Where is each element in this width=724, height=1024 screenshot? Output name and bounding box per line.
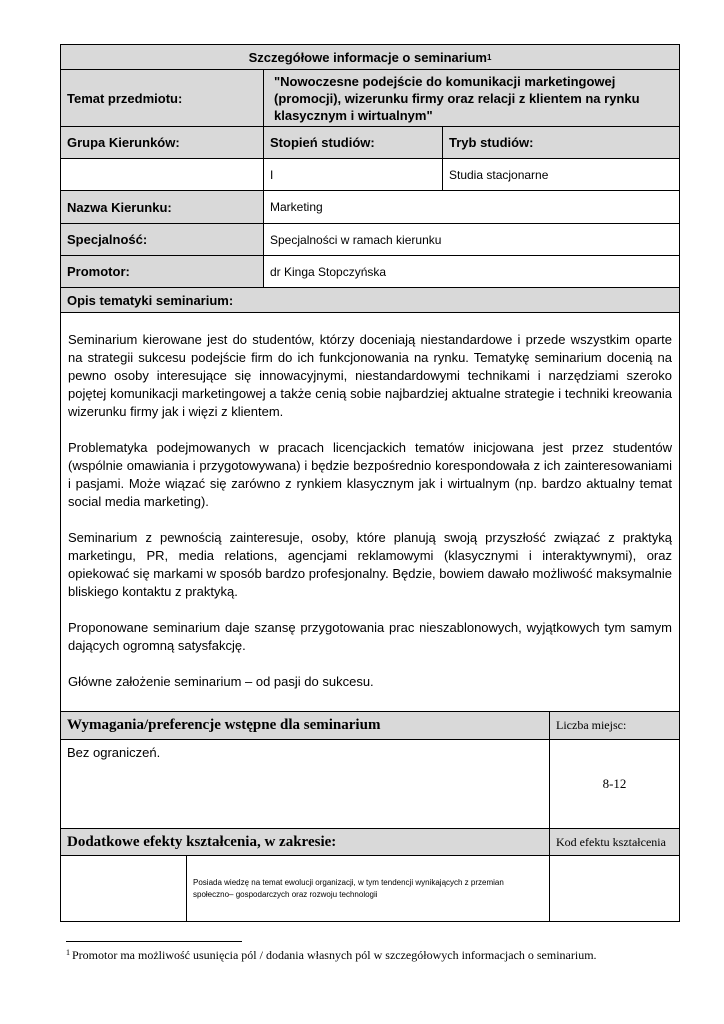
description-label: Opis tematyki seminarium:: [67, 292, 234, 308]
description-paragraph: Seminarium kierowane jest do studentów, którzy doceniają niestandardowe i przede wszystkim oparte na strategii sukcesu podejście firm do ich funkcjonowania na rynku. Tematykę seminarium docenią na pewno osoby interesujące się innowacyjnymi, niestandardowymi technikami i narzędziami szeroko pojętej komunikacji marketingowej a także cenią sobie najbardziej aktualne strategie i techniki kreowania wizerunku firmy jak i więzi z klientem.: [68, 332, 672, 419]
outcomes-header-row: [60, 829, 680, 856]
outcome-code: [550, 856, 679, 921]
description-text: [61, 313, 679, 711]
places-label: Liczba miejsc:: [556, 718, 627, 732]
topic-label: Temat przedmiotu:: [61, 70, 264, 126]
footnote-separator: [66, 941, 242, 942]
places-value: 8-12: [602, 776, 627, 791]
description-header-row: [60, 288, 680, 313]
mode-label: Tryb studiów:: [449, 135, 534, 150]
promoter-label: Promotor:: [61, 256, 264, 287]
promoter-row: [60, 256, 680, 288]
group-value: [61, 159, 264, 190]
mode-value: Studia stacjonarne: [449, 167, 549, 182]
specialty-row: [60, 224, 680, 256]
specialty-label: Specjalność:: [61, 224, 264, 255]
outcome-code-label: Kod efektu kształcenia: [556, 834, 666, 849]
topic-value: "Nowoczesne podejście do komunikacji marketingowej (promocji), wizerunku firmy oraz relacji z klientem na rynku klasycznym i wirtualnym": [264, 70, 679, 126]
requirements-body-row: [60, 740, 680, 829]
topic-row: [60, 70, 680, 127]
group-label: Grupa Kierunków:: [61, 127, 264, 158]
table-title: Szczegółowe informacje o seminarium 1: [248, 49, 492, 65]
footnote-number: 1: [66, 948, 70, 957]
groups-values-row: [60, 159, 680, 191]
outcomes-label: Dodatkowe efekty kształcenia, w zakresie:: [61, 829, 550, 855]
table-header-row: [60, 44, 680, 70]
requirements-label: Wymagania/preferencje wstępne dla seminarium: [61, 712, 550, 739]
outcome-row: [60, 856, 680, 922]
requirements-header-row: [60, 712, 680, 740]
outcome-category: [61, 856, 187, 921]
footnote: [66, 948, 597, 963]
footnote-text: Promotor ma możliwość usunięcia pól / dodania własnych pól w szczegółowych informacjach o seminarium.: [72, 948, 597, 962]
degree-label: Stopień studiów:: [264, 127, 443, 158]
field-value: Marketing: [270, 200, 323, 214]
outcome-text: Posiada wiedzę na temat ewolucji organizacji, w tym tendencji wynikających z przemian społeczno– gospodarczych oraz rozwoju technologii: [187, 856, 550, 921]
degree-value: I: [264, 159, 443, 190]
description-body-row: [60, 313, 680, 712]
description-paragraph: Seminarium z pewnością zainteresuje, osoby, które planują swoją przyszłość związać z praktyką marketingu, PR, media relations, agencjami reklamowymi (klasycznymi i interaktywnymi), oraz opiekować się markami w sposób bardzo profesjonalny. Będzie, bowiem dawało możliwość maksymalnie bliskiego kontaktu z praktyką.: [68, 530, 672, 599]
description-paragraph: Główne założenie seminarium – od pasji do sukcesu.: [68, 674, 374, 689]
description-paragraph: Problematyka podejmowanych w pracach licencjackich tematów inicjowana jest przez studentów (wspólnie omawiania i przygotowywana) i będzie bezpośrednio korespondowała z ich zainteresowaniami i pasjami. Może wiązać się zarówno z rynkiem klasycznym jak i wirtualnym (np. bardzo aktualny temat social media marketing).: [68, 440, 672, 509]
footnote-ref: 1: [486, 52, 492, 62]
description-paragraph: Proponowane seminarium daje szansę przygotowania prac nieszablonowych, wyjątkowych tym samym dających ogromną satysfakcję.: [68, 620, 672, 653]
groups-header-row: [60, 127, 680, 159]
seminar-info-table: [60, 44, 680, 922]
requirements-value: Bez ograniczeń.: [61, 740, 550, 828]
promoter-value: dr Kinga Stopczyńska: [270, 264, 387, 279]
field-row: [60, 191, 680, 224]
field-label: Nazwa Kierunku:: [61, 191, 264, 223]
specialty-value: Specjalności w ramach kierunku: [270, 232, 442, 247]
